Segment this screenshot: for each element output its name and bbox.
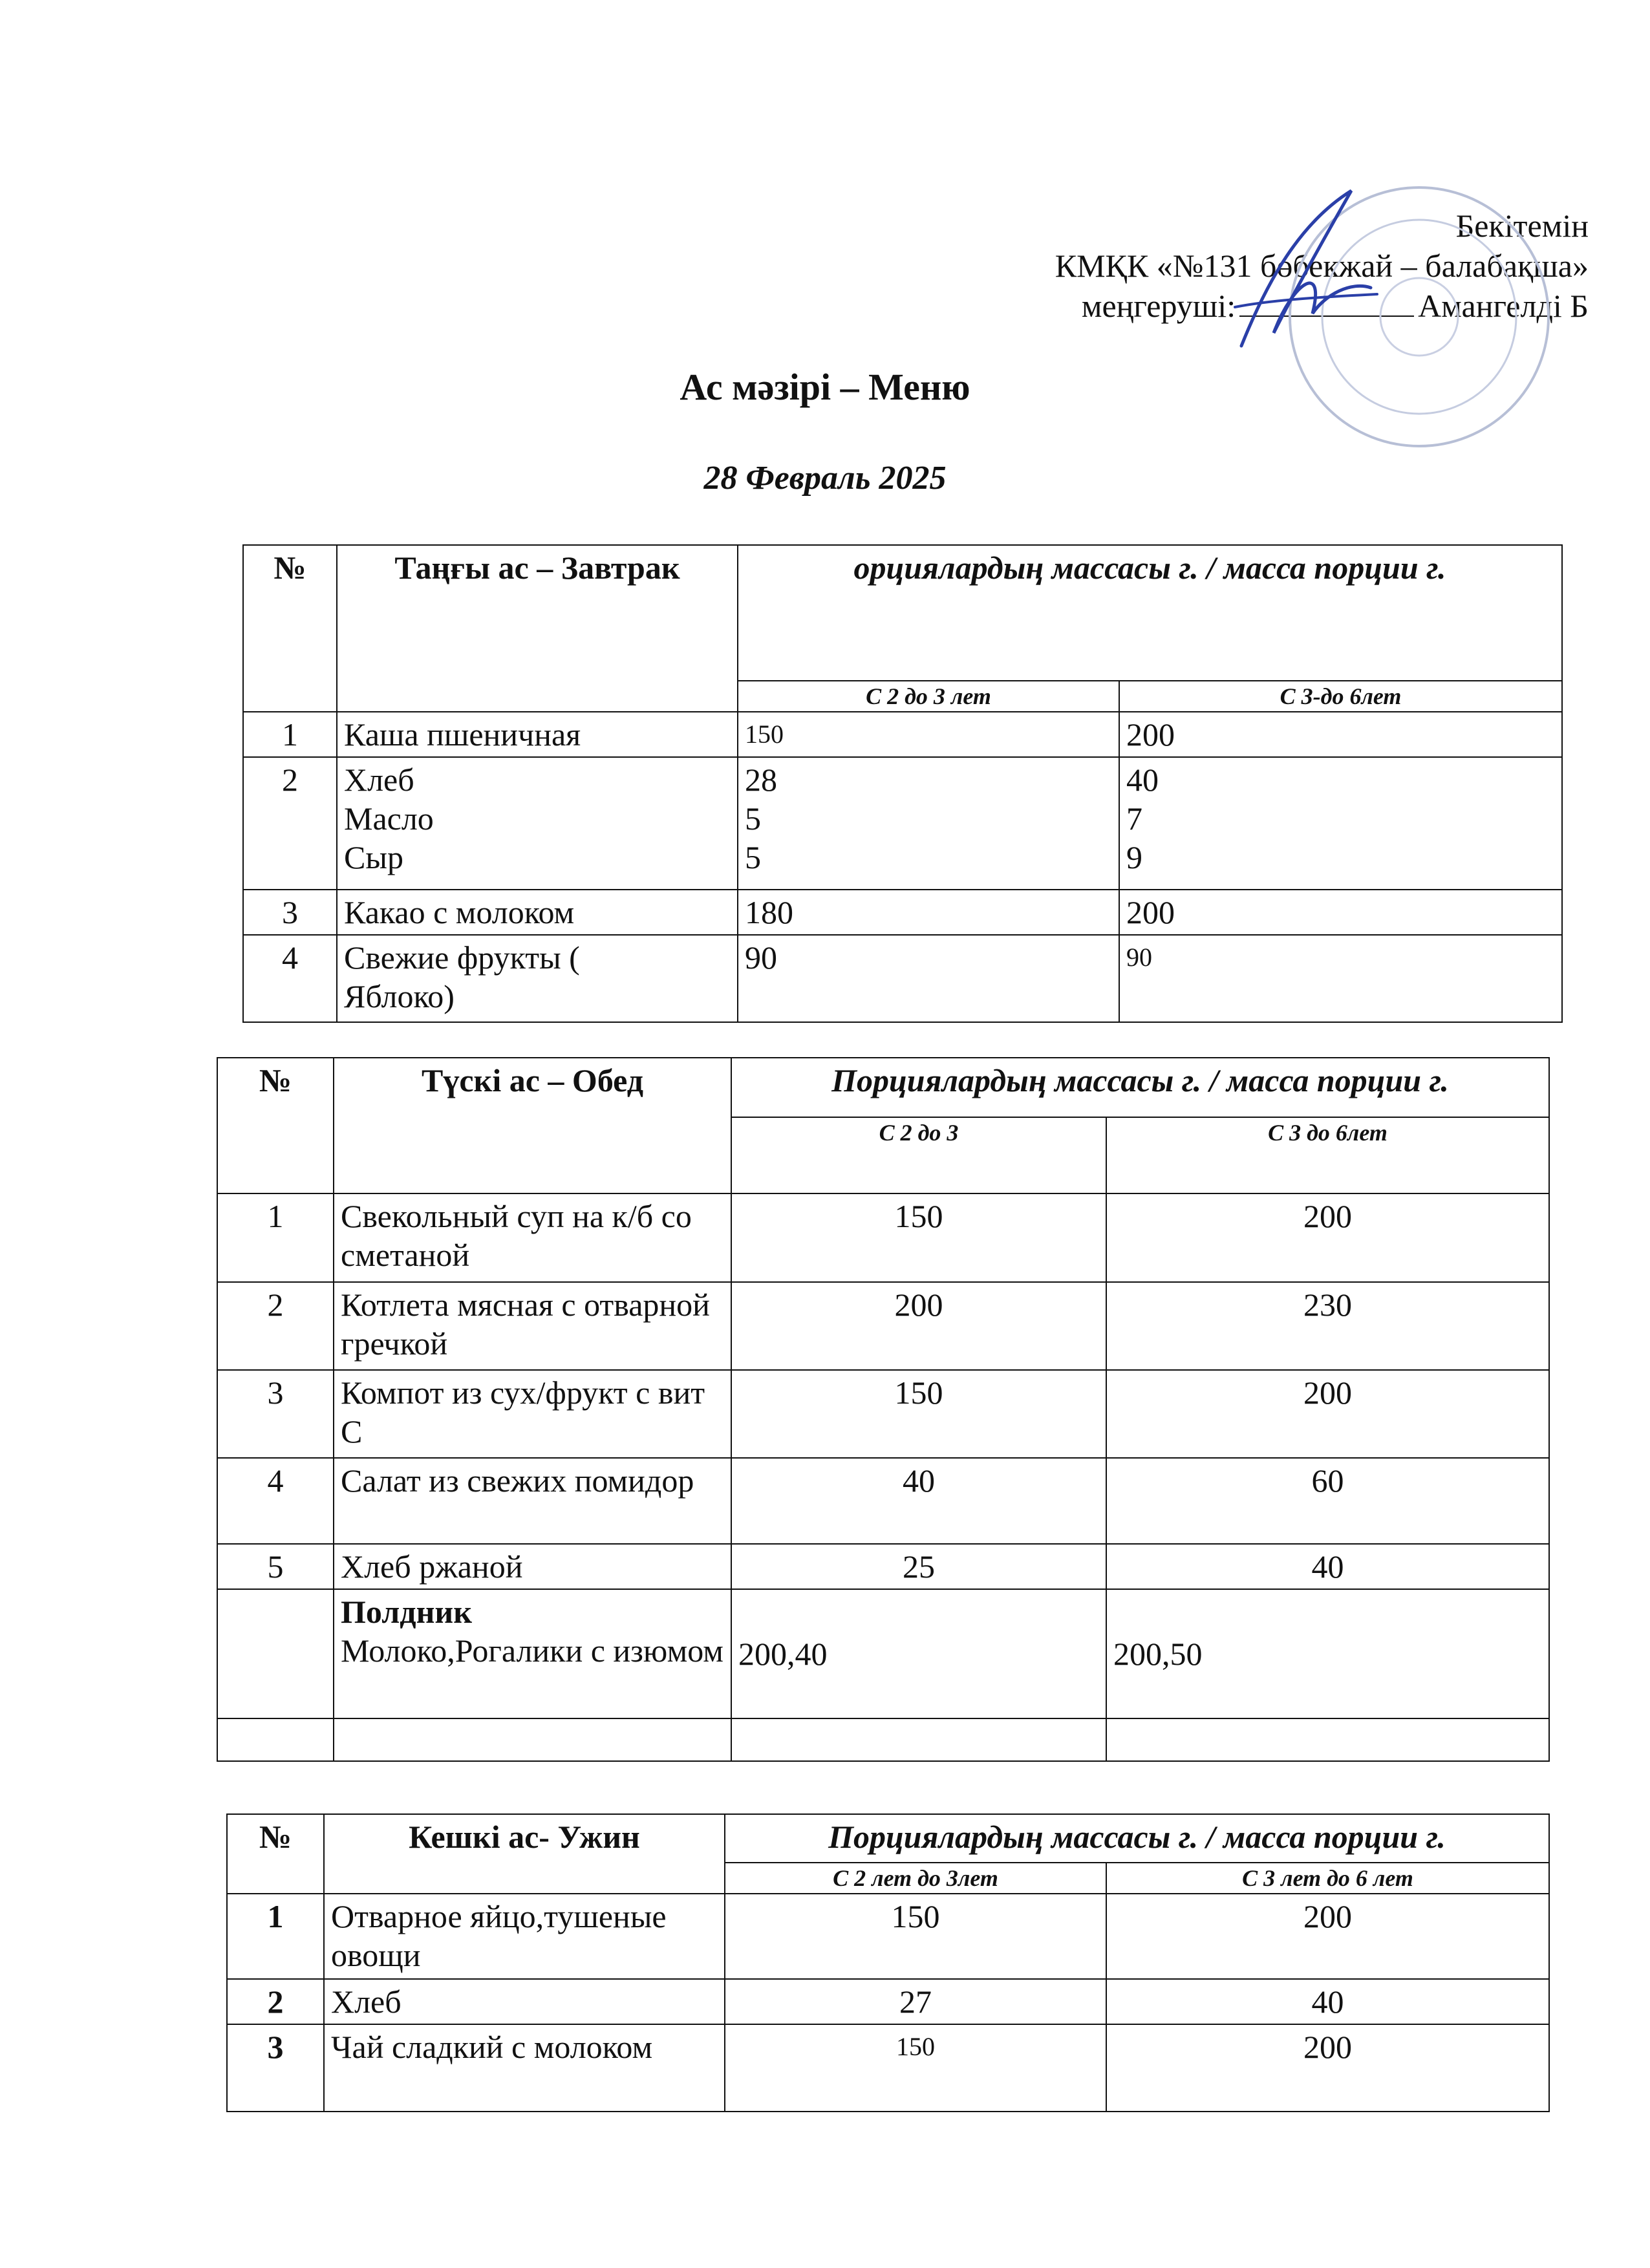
lunch-age-1: С 2 до 3: [731, 1117, 1106, 1193]
dish-name: Свекольный суп на к/б со сметаной: [334, 1193, 731, 1282]
empty-cell: [217, 1718, 334, 1761]
empty-cell: [334, 1718, 731, 1761]
table-row-number: 4: [243, 935, 337, 1022]
portion-age-2: 200: [1119, 890, 1562, 935]
portion-age-1: 150: [725, 1894, 1106, 1979]
dish-name: Салат из свежих помидор: [334, 1458, 731, 1544]
dish-name-part: Сыр: [344, 839, 403, 875]
dish-name: Хлеб: [324, 1979, 725, 2024]
dinner-age-1: С 2 лет до 3лет: [725, 1863, 1106, 1894]
table-row-number: 3: [243, 890, 337, 935]
table-row-number: 1: [227, 1894, 324, 1979]
portion-value: 9: [1126, 839, 1142, 875]
lunch-age-2: С 3 до 6лет: [1106, 1117, 1549, 1193]
portion-age-1: [738, 757, 1119, 890]
dish-name: [337, 757, 738, 890]
dish-name-part: Масло: [344, 800, 434, 837]
table-row-number: 4: [217, 1458, 334, 1544]
table-row-number: 2: [227, 1979, 324, 2024]
dish-name-part: Хлеб: [344, 762, 414, 798]
portion-value: 5: [745, 800, 761, 837]
lunch-col-num: №: [217, 1058, 334, 1193]
director-name: Амангелді Б: [1418, 288, 1589, 324]
dish-name: [337, 935, 738, 1022]
breakfast-age-1: С 2 до 3 лет: [738, 681, 1119, 712]
dish-name: Отварное яйцо,тушеные овощи: [324, 1894, 725, 1979]
breakfast-table: [242, 544, 1563, 1023]
table-row-number: 1: [217, 1193, 334, 1282]
dish-name-part: Яблоко): [344, 978, 455, 1014]
snack-age-1: 200,40: [731, 1589, 1106, 1718]
snack-cell: [334, 1589, 731, 1718]
dinner-col-num: №: [227, 1814, 324, 1894]
portion-age-2: 90: [1119, 935, 1562, 1022]
lunch-table: [217, 1057, 1550, 1762]
breakfast-col-mass: орциялардың массасы г. / масса порции г.: [738, 545, 1562, 681]
dinner-col-name: Кешкі ас- Ужин: [324, 1814, 725, 1894]
portion-age-1: 180: [738, 890, 1119, 935]
portion-age-1: 27: [725, 1979, 1106, 2024]
table-row-number: 2: [243, 757, 337, 890]
portion-age-2: 60: [1106, 1458, 1549, 1544]
portion-age-2: 40: [1106, 1544, 1549, 1589]
lunch-col-name: Түскі ас – Обед: [334, 1058, 731, 1193]
portion-value: 5: [745, 839, 761, 875]
breakfast-col-name: Таңғы ас – Завтрак: [337, 545, 738, 712]
snack-name: Молоко,Рогалики с изюмом: [341, 1632, 723, 1669]
table-row-number: 3: [217, 1370, 334, 1458]
approval-title: Бекітемін: [1455, 208, 1589, 244]
portion-age-2: 200: [1106, 2024, 1549, 2112]
portion-value: 40: [1126, 762, 1159, 798]
dish-name: Какао с молоком: [337, 890, 738, 935]
director-signature: [1216, 184, 1384, 352]
table-row-number: 2: [217, 1282, 334, 1370]
table-row-number: 1: [243, 712, 337, 757]
portion-age-1: 90: [738, 935, 1119, 1022]
empty-cell: [1106, 1718, 1549, 1761]
dish-name: Компот из сух/фрукт с вит С: [334, 1370, 731, 1458]
table-row-number: 3: [227, 2024, 324, 2112]
position-label: меңгеруші:: [1081, 288, 1236, 324]
dish-name: Хлеб ржаной: [334, 1544, 731, 1589]
portion-value: 28: [745, 762, 777, 798]
snack-title: Полдник: [341, 1594, 473, 1630]
dinner-table: [226, 1813, 1550, 2112]
page-title: Ас мәзірі – Меню: [680, 366, 970, 408]
portion-age-2: 200: [1106, 1894, 1549, 1979]
portion-value: 7: [1126, 800, 1142, 837]
breakfast-age-2: С 3-до 6лет: [1119, 681, 1562, 712]
portion-age-1: 200: [731, 1282, 1106, 1370]
portion-age-1: 150: [731, 1370, 1106, 1458]
portion-age-1: 40: [731, 1458, 1106, 1544]
portion-age-2: 230: [1106, 1282, 1549, 1370]
portion-age-1: 150: [731, 1193, 1106, 1282]
portion-age-2: [1119, 757, 1562, 890]
organization-name: КМҚК «№131 бөбекжай – балабақша»: [1055, 248, 1589, 284]
table-row-number: 5: [217, 1544, 334, 1589]
breakfast-col-num: №: [243, 545, 337, 712]
dish-name: Котлета мясная с отварной гречкой: [334, 1282, 731, 1370]
dish-name: Каша пшеничная: [337, 712, 738, 757]
dish-name: Чай сладкий с молоком: [324, 2024, 725, 2112]
portion-age-1: 25: [731, 1544, 1106, 1589]
portion-age-1: 150: [738, 712, 1119, 757]
empty-cell: [731, 1718, 1106, 1761]
dinner-col-mass: Порциялардың массасы г. / масса порции г.: [725, 1814, 1549, 1863]
snack-age-2: 200,50: [1106, 1589, 1549, 1718]
dinner-age-2: С 3 лет до 6 лет: [1106, 1863, 1549, 1894]
portion-age-2: 200: [1106, 1193, 1549, 1282]
portion-age-2: 200: [1106, 1370, 1549, 1458]
portion-age-2: 200: [1119, 712, 1562, 757]
portion-age-2: 40: [1106, 1979, 1549, 2024]
snack-row-number: [217, 1589, 334, 1718]
portion-age-1: 150: [725, 2024, 1106, 2112]
dish-name-part: Свежие фрукты (: [344, 939, 580, 976]
lunch-col-mass: Порциялардың массасы г. / масса порции г.: [731, 1058, 1549, 1117]
menu-date: 28 Февраль 2025: [703, 460, 947, 497]
